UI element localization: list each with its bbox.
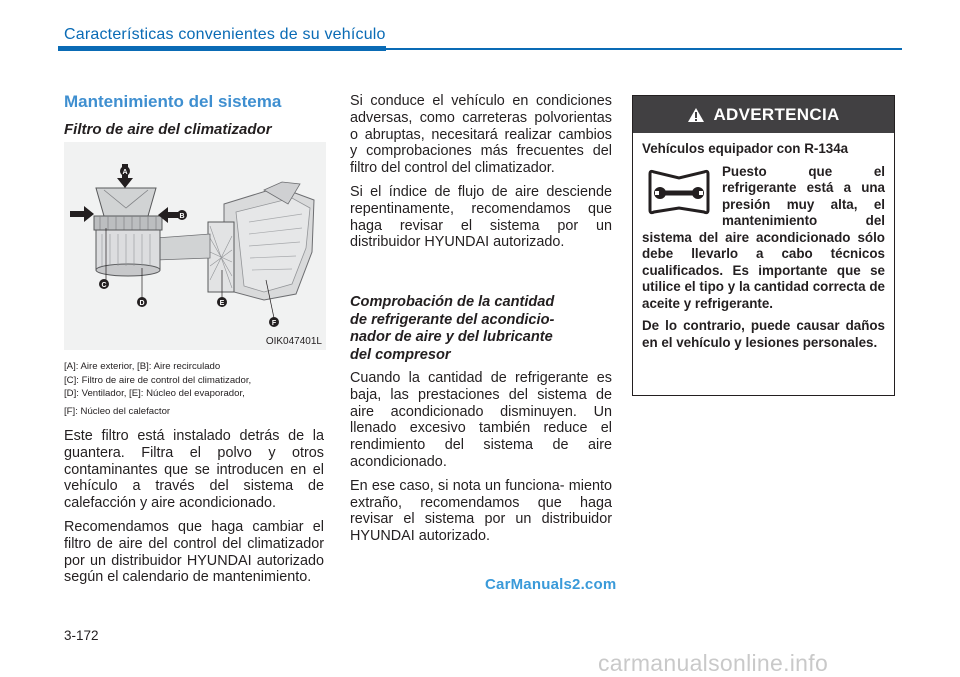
caption-line: [D]: Ventilador, [E]: Núcleo del evaporador, [64,388,245,399]
hvac-diagram-figure [64,142,326,350]
subsection-title: Filtro de aire del climatizador [64,121,272,138]
paragraph: Si el índice de flujo de aire desciende repentinamente, recomendamos que haga revisar el sistema por un distribuidor HYUNDAI autorizado. [350,183,612,251]
header-rule [58,46,386,51]
figure-code: OIK047401L [265,336,322,347]
caption-line: [F]: Núcleo del calefactor [64,405,171,417]
figure-label-f: F [271,320,277,327]
warning-paragraph: Puesto que el refrigerante está a una presión muy alta, el mantenimiento del sistema del aire acondicionado sólo debe llevarlo a cabo técnicos cualificados. Es importante que se utilice el tipo y la cantidad correcta de aceite y refrigerante. [642,163,885,311]
column-1-body [64,428,324,593]
subsection-title-refrigerant: Comprobación de la cantidad de refrigerante del acondicio- nador de aire y del lubricante del compresor [350,294,555,363]
warning-triangle-icon [687,107,705,123]
paragraph: En ese caso, si nota un funciona- miento extraño, recomendamos que haga revisar el sistema por un distribuidor HYUNDAI autorizado. [350,477,612,545]
figure-label-d: D [139,300,145,307]
watermark-footer: carmanualsonline.info [598,650,829,676]
page-number: 3-172 [64,628,99,643]
header-rule-thin [386,48,902,50]
figure-caption [64,360,334,418]
column-2-body-bottom [350,370,612,552]
figure-label-a: A [122,169,128,176]
figure-label-e: E [219,300,225,307]
column-2-body-top [350,93,612,258]
section-title: Mantenimiento del sistema [64,92,282,111]
warning-header [633,96,894,133]
header-title: Características convenientes de su vehículo [64,26,386,43]
paragraph: Este filtro está instalado detrás de la guantera. Filtra el polvo y otros contaminantes que se introducen en el vehículo a través del sistema de calefacción y aire acondicionado. [64,428,324,512]
hvac-diagram [64,142,326,350]
warning-body [633,133,894,351]
figure-label-c: C [101,282,107,289]
warning-paragraph: De lo contrario, puede causar daños en el vehículo y lesiones personales. [642,318,885,350]
warning-box [632,95,895,396]
paragraph: Recomendamos que haga cambiar el filtro de aire del control del climatizador por un distribuidor HYUNDAI autorizado según el calendario de mantenimiento. [64,518,324,586]
paragraph: Cuando la cantidad de refrigerante es baja, las prestaciones del sistema de aire acondicionado disminuyen. Un llenado excesivo también reduce el rendimiento del sistema de aire acondicionado. [350,370,612,470]
watermark-link[interactable]: CarManuals2.com [485,576,617,593]
warning-lead: Vehículos equipador con R-134a [642,141,849,156]
caption-line: [C]: Filtro de aire de control del climatizador, [64,374,252,386]
figure-label-b: B [179,213,185,220]
paragraph: Si conduce el vehículo en condiciones adversas, como carreteras polvorientas o abruptas, necesitará realizar cambios y comprobaciones más frecuentes del filtro del control del climatizador. [350,93,612,177]
warning-title: ADVERTENCIA [713,104,840,124]
manual-wrench-icon [646,168,712,218]
caption-line: [A]: Aire exterior, [B]: Aire recirculado [64,361,221,372]
